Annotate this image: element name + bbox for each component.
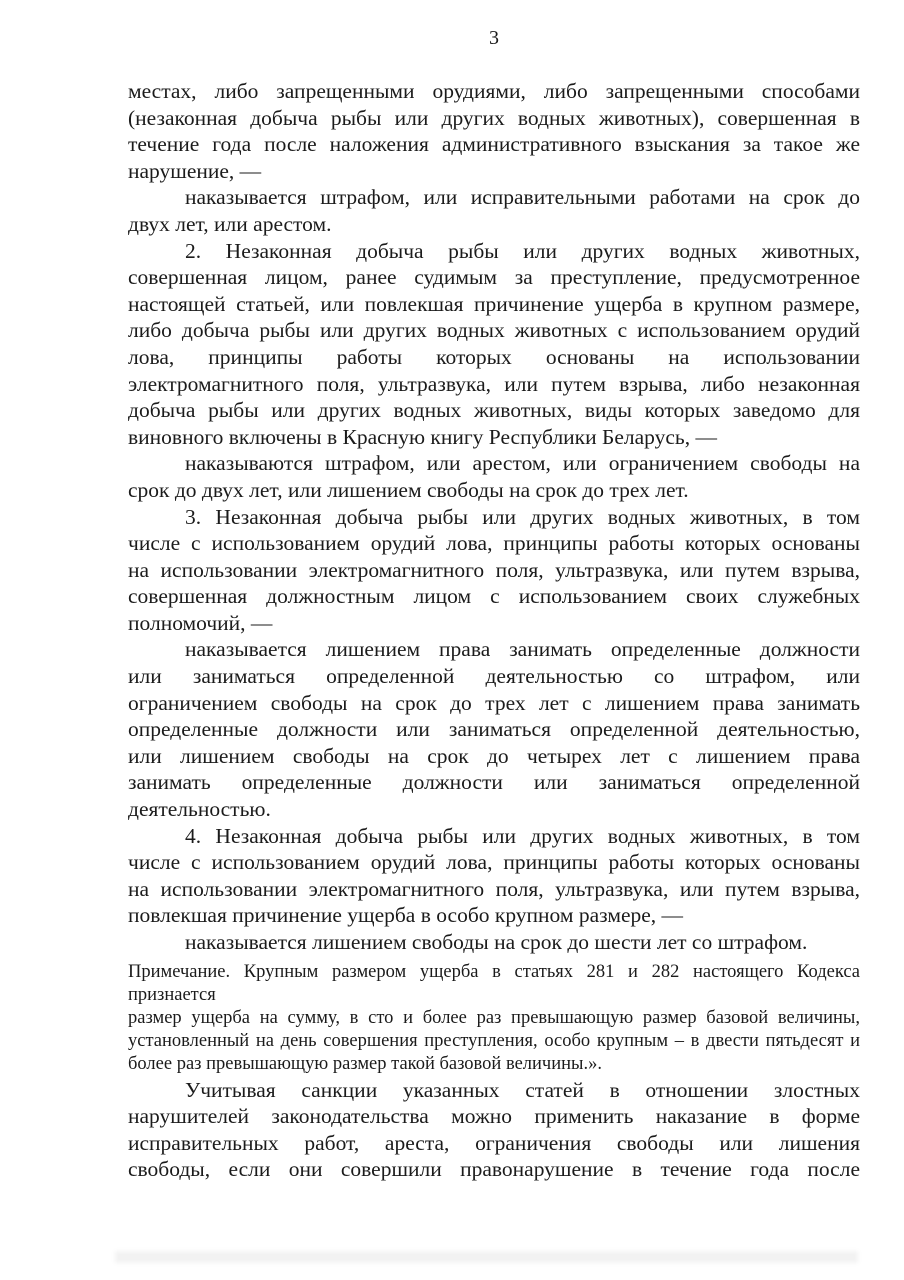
text-line: Примечание. Крупным размером ущерба в статьях 281 и 282 настоящего Кодекса признается bbox=[128, 961, 860, 1005]
text-line: более раз превышающую размер такой базовой величины.». bbox=[128, 1053, 602, 1074]
text-line: нарушение, — bbox=[128, 158, 262, 183]
para-part-3 bbox=[128, 504, 860, 637]
text-line: добыча рыбы или других водных животных, виды которых заведомо для bbox=[128, 398, 860, 423]
text-line: или заниматься определенной деятельностью со штрафом, или bbox=[128, 664, 860, 689]
scan-noise-artifact bbox=[115, 1251, 858, 1263]
para-sanction-1 bbox=[128, 184, 860, 237]
text-line: числе с использованием орудий лова, принципы работы которых основаны bbox=[128, 531, 860, 556]
text-line: наказывается штрафом, или исправительными работами на срок до bbox=[185, 185, 860, 210]
text-line: исправительных работ, ареста, ограничения свободы или лишения bbox=[128, 1130, 860, 1155]
text-line: совершенная лицом, ранее судимым за преступление, предусмотренное bbox=[128, 265, 860, 290]
para-commentary bbox=[128, 1077, 860, 1183]
text-line: занимать определенные должности или заниматься определенной bbox=[128, 770, 860, 795]
text-line: числе с использованием орудий лова, принципы работы которых основаны bbox=[128, 850, 860, 875]
text-line: либо добыча рыбы или других водных животных с использованием орудий bbox=[128, 318, 860, 343]
text-line: 2. Незаконная добыча рыбы или других водных животных, bbox=[185, 238, 860, 263]
document-body bbox=[128, 78, 860, 1183]
text-line: наказывается лишением свободы на срок до шести лет со штрафом. bbox=[185, 930, 808, 954]
text-line: Учитывая санкции указанных статей в отношении злостных bbox=[185, 1077, 860, 1102]
text-line: нарушителей законодательства можно применить наказание в форме bbox=[128, 1104, 860, 1129]
page-number: 3 bbox=[489, 27, 499, 49]
text-line: определенные должности или заниматься определенной деятельностью, bbox=[128, 717, 860, 742]
text-line: течение года после наложения административного взыскания за такое же bbox=[128, 132, 860, 157]
text-line: повлекшая причинение ущерба в особо крупном размере, — bbox=[128, 903, 684, 928]
text-line: на использовании электромагнитного поля, ультразвука, или путем взрыва, bbox=[128, 557, 860, 582]
para-sanction-4 bbox=[128, 929, 860, 956]
text-line: полномочий, — bbox=[128, 610, 273, 635]
para-part-4 bbox=[128, 823, 860, 929]
text-line: ограничением свободы на срок до трех лет с лишением права занимать bbox=[128, 690, 860, 715]
text-line: наказывается лишением права занимать определенные должности bbox=[185, 637, 860, 662]
text-line: лова, принципы работы которых основаны на использовании bbox=[128, 344, 860, 369]
text-line: свободы, если они совершили правонарушение в течение года после bbox=[128, 1157, 860, 1182]
text-line: установленный на день совершения преступления, особо крупным – в двести пятьдесят и bbox=[128, 1030, 860, 1051]
text-line: двух лет, или арестом. bbox=[128, 211, 332, 236]
text-line: размер ущерба на сумму, в сто и более раз превышающую размер базовой величины, bbox=[128, 1007, 860, 1028]
para-sanction-2 bbox=[128, 450, 860, 503]
text-line: наказываются штрафом, или арестом, или ограничением свободы на bbox=[185, 451, 860, 476]
text-line: деятельностью. bbox=[128, 797, 271, 822]
text-line: срок до двух лет, или лишением свободы на срок до трех лет. bbox=[128, 477, 689, 502]
text-line: (незаконная добыча рыбы или других водных животных), совершенная в bbox=[128, 105, 860, 130]
text-line: совершенная должностным лицом с использованием своих служебных bbox=[128, 584, 860, 609]
text-line: местах, либо запрещенными орудиями, либо запрещенными способами bbox=[128, 79, 860, 103]
text-line: настоящей статьей, или повлекшая причинение ущерба в крупном размере, bbox=[128, 291, 860, 316]
text-line: на использовании электромагнитного поля, ультразвука, или путем взрыва, bbox=[128, 876, 860, 901]
text-line: 3. Незаконная добыча рыбы или других водных животных, в том bbox=[185, 504, 860, 529]
text-line: виновного включены в Красную книгу Республики Беларусь, — bbox=[128, 424, 717, 449]
para-part-2 bbox=[128, 238, 860, 451]
para-continuation bbox=[128, 78, 860, 184]
para-note bbox=[128, 961, 860, 1076]
para-sanction-3 bbox=[128, 636, 860, 822]
text-line: электромагнитного поля, ультразвука, или путем взрыва, либо незаконная bbox=[128, 371, 860, 396]
text-line: или лишением свободы на срок до четырех лет с лишением права bbox=[128, 743, 860, 768]
text-line: 4. Незаконная добыча рыбы или других водных животных, в том bbox=[185, 823, 860, 848]
